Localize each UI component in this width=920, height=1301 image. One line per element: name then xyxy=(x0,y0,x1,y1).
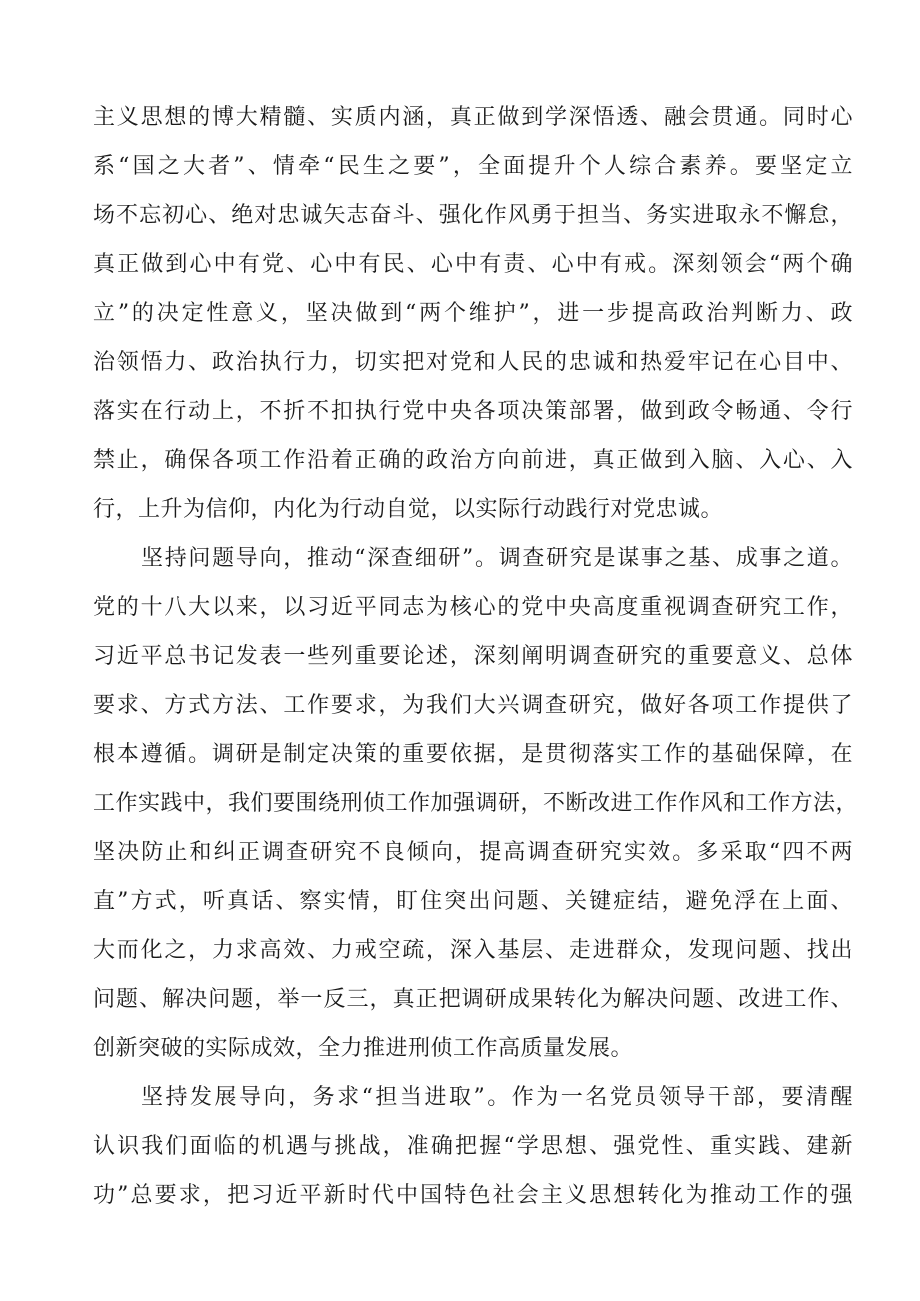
text-line: 真正做到心中有党、心中有民、心中有责、心中有戒。深刻领会“两个确 xyxy=(93,252,853,277)
text-line: 问题、解决问题，举一反三，真正把调研成果转化为解决问题、改进工作、 xyxy=(93,987,853,1012)
text-line: 党的十八大以来，以习近平同志为核心的党中央高度重视调查研究工作， xyxy=(93,595,853,620)
text-line: 禁止，确保各项工作沿着正确的政治方向前进，真正做到入脑、入心、入 xyxy=(93,448,853,473)
text-line: 根本遵循。调研是制定决策的重要依据，是贯彻落实工作的基础保障，在 xyxy=(93,742,853,767)
text-line: 立”的决定性意义，坚决做到“两个维护”，进一步提高政治判断力、政 xyxy=(93,301,853,326)
text-line: 行，上升为信仰，内化为行动自觉，以实际行动践行对党忠诚。 xyxy=(93,497,724,522)
text-line: 系“国之大者”、情牵“民生之要”，全面提升个人综合素养。要坚定立 xyxy=(93,154,853,179)
text-line: 认识我们面临的机遇与挑战，准确把握“学思想、强党性、重实践、建新 xyxy=(93,1134,853,1159)
text-line: 治领悟力、政治执行力，切实把对党和人民的忠诚和热爱牢记在心目中、 xyxy=(93,350,853,375)
text-line: 场不忘初心、绝对忠诚矢志奋斗、强化作风勇于担当、务实进取永不懈怠， xyxy=(93,203,853,228)
text-line: 坚决防止和纠正调查研究不良倾向，提高调查研究实效。多采取“四不两 xyxy=(93,840,853,865)
text-line: 习近平总书记发表一些列重要论述，深刻阐明调查研究的重要意义、总体 xyxy=(93,644,853,669)
text-line: 直”方式，听真话、察实情，盯住突出问题、关键症结，避免浮在上面、 xyxy=(93,889,853,914)
text-line: 要求、方式方法、工作要求，为我们大兴调查研究，做好各项工作提供了 xyxy=(93,693,853,718)
paragraph-start-line: 坚持问题导向，推动“深查细研”。调查研究是谋事之基、成事之道。 xyxy=(141,546,853,571)
text-line: 大而化之，力求高效、力戒空疏，深入基层、走进群众，发现问题、找出 xyxy=(93,938,853,963)
paragraph-start-line: 坚持发展导向，务求“担当进取”。作为一名党员领导干部，要清醒 xyxy=(141,1085,853,1110)
text-line: 创新突破的实际成效，全力推进刑侦工作高质量发展。 xyxy=(93,1036,634,1061)
text-line: 功”总要求，把习近平新时代中国特色社会主义思想转化为推动工作的强 xyxy=(93,1183,853,1208)
text-line: 主义思想的博大精髓、实质内涵，真正做到学深悟透、融会贯通。同时心 xyxy=(93,105,853,130)
text-line: 工作实践中，我们要围绕刑侦工作加强调研，不断改进工作作风和工作方法， xyxy=(93,791,859,816)
text-line: 落实在行动上，不折不扣执行党中央各项决策部署，做到政令畅通、令行 xyxy=(93,399,853,424)
